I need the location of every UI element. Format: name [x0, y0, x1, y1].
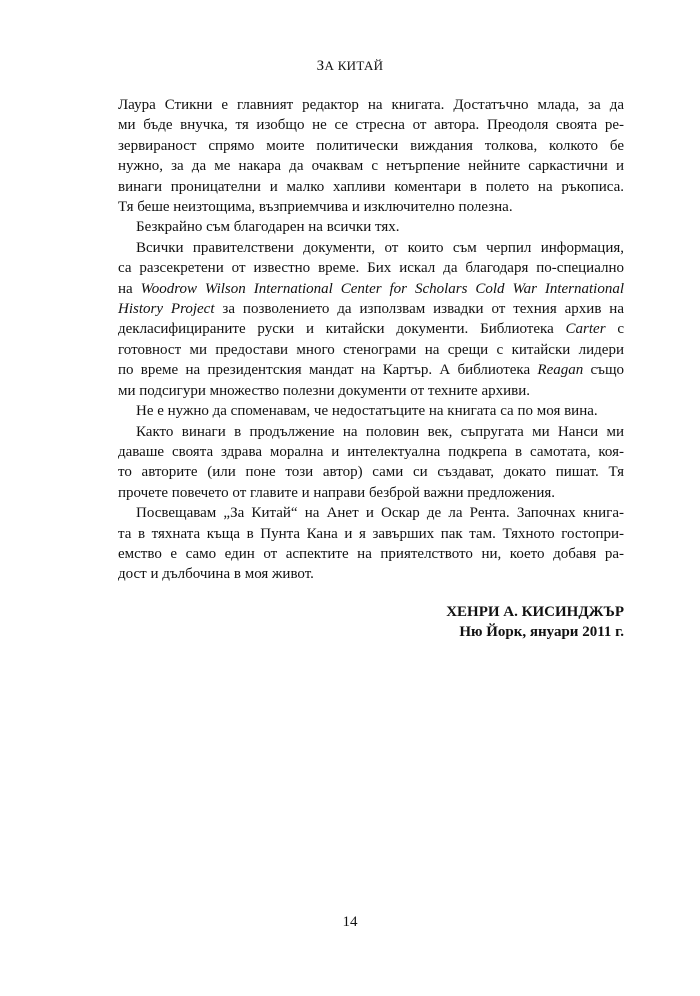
- text-line: [118, 299, 624, 319]
- text-line: [118, 95, 624, 115]
- text-run: Лаура Стикни е главният редактор на книгата. Достатъчно млада, за да: [118, 97, 624, 113]
- text-line: [118, 401, 624, 421]
- text-line: [118, 360, 624, 380]
- text-line: [118, 381, 624, 401]
- paragraph: [118, 238, 624, 401]
- text-line: [118, 442, 624, 462]
- author-name: ХЕНРИ А. КИСИНДЖЪР: [446, 604, 624, 620]
- signature-block: [118, 602, 624, 643]
- paragraph: [118, 422, 624, 504]
- text-run: винаги проницателни и малко хапливи коментари в полето на ръкописа.: [118, 178, 624, 195]
- text-run: по време на президентския мандат на Картър. А библиотека: [118, 362, 538, 379]
- text-run: за позволението да използвам извадки от техния архив на: [214, 301, 624, 318]
- text-line: [118, 136, 624, 156]
- text-run: на: [118, 280, 141, 297]
- text-line: [118, 544, 624, 564]
- text-line: [118, 115, 624, 135]
- text-run: ми подсигури множество полезни документи от техните архиви.: [118, 382, 530, 399]
- text-run: Тя беше неизтощима, възприемчива и изключително полезна.: [118, 199, 513, 216]
- text-run: прочете повечето от главите и направи безброй важни предложения.: [118, 484, 556, 501]
- text-run: нужно, за да ме накара да очаквам с нетърпение нейните саркастични и: [118, 158, 624, 175]
- text-line: [118, 462, 624, 482]
- text-run: Посвещавам „За Китай“ на Анет и Оскар де ла Рента. Започнах книга-: [136, 505, 624, 522]
- italic-text: Woodrow Wilson International Center for Scholars Cold War International: [140, 280, 624, 297]
- text-line: [118, 564, 624, 584]
- text-run: Не е нужно да споменавам, че недостатъците на книгата са по моя вина.: [136, 403, 598, 420]
- text-line: [118, 524, 624, 544]
- italic-text: History Project: [118, 301, 215, 318]
- text-run: декласифицираните руски и китайски документи. Библиотека: [118, 321, 566, 338]
- text-line: [118, 340, 624, 360]
- paragraph: [118, 95, 624, 217]
- text-run: готовност ми предостави много стенограми на срещи с китайски лидери: [118, 341, 624, 358]
- text-line: [118, 319, 624, 339]
- running-header: [0, 58, 700, 75]
- text-line: [118, 177, 624, 197]
- running-header-rest: А КИТАЙ: [324, 58, 384, 73]
- text-run: с: [605, 321, 624, 338]
- paragraph: [118, 217, 624, 237]
- text-line: [118, 197, 624, 217]
- text-line: [118, 279, 624, 299]
- text-run: са разсекретени от известно време. Бих искал да благодаря по-специално: [118, 260, 624, 277]
- text-run: то авторите (или поне този автор) сами си създават, докато пишат. Тя: [118, 464, 624, 481]
- italic-text: Reagan: [537, 362, 584, 379]
- text-line: [118, 503, 624, 523]
- running-header-initial: З: [316, 58, 325, 74]
- text-run: също: [583, 362, 624, 379]
- text-line: [118, 483, 624, 503]
- italic-text: Carter: [565, 321, 606, 338]
- place-date: Ню Йорк, януари 2011 г.: [459, 624, 624, 641]
- text-run: дост и дълбочина в моя живот.: [118, 566, 314, 583]
- text-line: [118, 258, 624, 278]
- paragraph: [118, 401, 624, 421]
- text-line: [118, 422, 624, 442]
- text-run: емство е само един от аспектите на приятелството ни, което добавя ра-: [118, 545, 624, 562]
- text-line: [118, 238, 624, 258]
- text-line: [118, 156, 624, 176]
- text-run: Както винаги в продължение на половин век, съпругата ми Нанси ми: [136, 423, 624, 440]
- text-run: Всички правителствени документи, от които съм черпил информация,: [136, 239, 624, 256]
- text-line: [118, 217, 624, 237]
- text-run: та в тяхната къща в Пунта Кана и я завърших пак там. Тяхното гостопри-: [118, 525, 624, 542]
- text-run: зервираност спрямо моите политически виждания толкова, колкото бе: [118, 137, 624, 154]
- text-run: Безкрайно съм благодарен на всички тях.: [136, 219, 400, 236]
- text-run: даваше своята здрава морална и интелектуална подкрепа в самотата, коя-: [118, 443, 624, 460]
- paragraph: [118, 503, 624, 585]
- body-text: [118, 95, 624, 585]
- text-run: ми бъде внучка, тя изобщо не се стресна от автора. Преодоля своята ре-: [118, 117, 624, 134]
- page-number: 14: [342, 914, 358, 930]
